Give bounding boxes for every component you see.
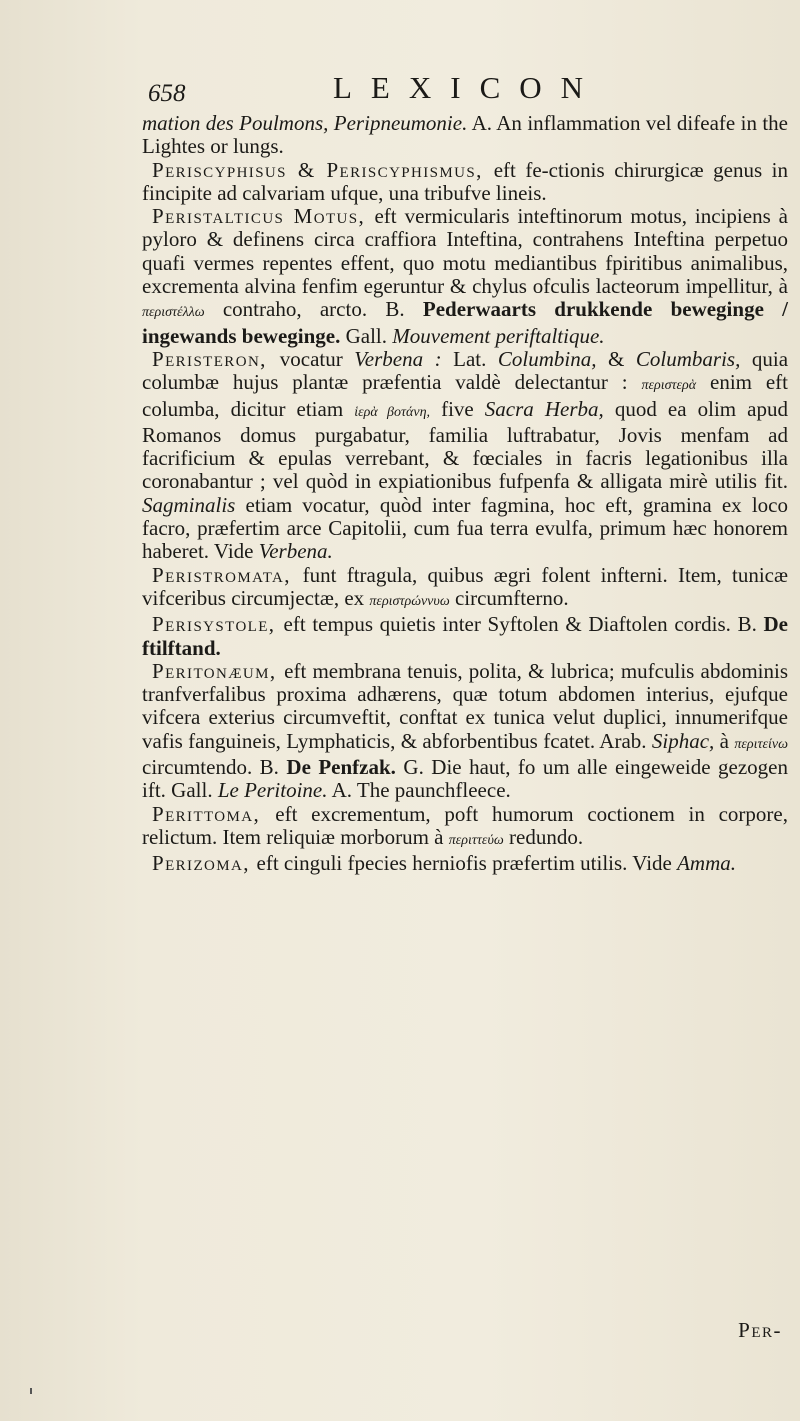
- entry-headword: Perizoma,: [152, 851, 257, 876]
- lexicon-entry: [142, 348, 788, 564]
- entry-fragment: eft cinguli fpecies herniofis præfertim utilis. Vide: [256, 851, 678, 876]
- entry-headword: Peritonæum,: [152, 658, 285, 683]
- dutch-gloss: Pederwaarts drukkende beweginge / ingewands beweginge.: [142, 297, 788, 348]
- lexicon-entry: [142, 803, 788, 853]
- cross-reference: Verbena.: [258, 539, 333, 564]
- entry-fragment: mation des Poulmons, Peripneumonie.: [142, 111, 468, 135]
- entry-fragment: funt ftragula, quibus ægri folent infterni. Item, tunicæ vifceribus circumjectæ, ex: [142, 562, 788, 610]
- french-gloss: Mouvement periftaltique.: [392, 323, 605, 348]
- entry-fragment: vocatur: [279, 346, 355, 371]
- lexicon-entry: [142, 660, 788, 803]
- entry-fragment: circumfterno.: [449, 585, 569, 610]
- entry-fragment: A. The paunchfleece.: [327, 778, 511, 803]
- lexicon-entry: [142, 205, 788, 348]
- entry-fragment: Columbaris,: [635, 346, 741, 371]
- entry-headword: Peristromata,: [152, 562, 303, 587]
- entry-fragment: Sagminalis: [142, 492, 236, 517]
- catchword: Per-: [738, 1318, 782, 1342]
- greek-word: περιστέλλω: [142, 305, 205, 321]
- entry-fragment: eft tempus quietis inter Syftolen & Diaftolen cordis. B.: [283, 612, 764, 637]
- entry-fragment: Lat.: [441, 346, 498, 371]
- lexicon-entry: [142, 613, 788, 660]
- entry-headword: Periscyphisus & Periscyphismus,: [152, 157, 494, 182]
- lexicon-body: [142, 112, 788, 876]
- lexicon-entry: [142, 564, 788, 614]
- lexicon-entry: [142, 159, 788, 206]
- entry-headword: Perisystole,: [152, 612, 284, 637]
- entry-fragment: redundo.: [503, 824, 584, 849]
- entry-fragment: &: [596, 346, 636, 371]
- entry-fragment: eft fe-ctionis chirurgicæ genus in fincipite ad calvariam ufque, una tribufve lineis.: [142, 157, 788, 205]
- entry-fragment: quia columbæ hujus plantæ præfentia valdè delectantur :: [142, 346, 789, 395]
- entry-fragment: eft excrementum, poft humorum coctionem in corpore, relictum. Item reliquiæ morborum à: [142, 801, 788, 849]
- entry-fragment: Verbena :: [354, 346, 442, 371]
- entry-fragment: contraho, arcto. B.: [204, 297, 423, 322]
- entry-headword: Peristalticus Motus,: [152, 204, 375, 229]
- lexicon-entry: [142, 852, 788, 875]
- page-number: 658: [148, 80, 186, 107]
- page-header: [138, 70, 778, 114]
- entry-fragment: Siphac,: [651, 728, 715, 753]
- entry-headword: Perittoma,: [152, 801, 276, 826]
- entry-fragment: Gall.: [340, 323, 393, 348]
- cross-reference: Amma.: [677, 851, 737, 876]
- greek-word: περιττεύω: [448, 832, 504, 848]
- entry-fragment: etiam vocatur, quòd inter fagmina, hoc eft, gramina ex loco facro, præfertim arce Capitolii, cum fua terra evulfa, primum hæc honorem haberet. Vide: [142, 492, 788, 564]
- greek-word: περιστερὰ: [641, 378, 697, 394]
- french-gloss: Le Peritoine.: [217, 778, 328, 803]
- entry-fragment: quod ea olim apud Romanos domus purgabatur, familia luftrabatur, Jovis menfam ad facrificium & epulas verrebant, & fœciales in facris legationibus illa coronabantur ; vel quòd in expiationibus fufpenfa & alligata mirè utilis fit.: [142, 396, 788, 494]
- greek-word: περιστρώννυω: [369, 593, 450, 609]
- ink-speck: [30, 1388, 32, 1394]
- entry-fragment: A. An inflammation vel difeafe in the Lightes or lungs.: [142, 111, 788, 159]
- greek-word: περιτείνω: [734, 736, 788, 752]
- entry-fragment: G. Die haut, fo um alle eingeweide gezogen ift. Gall.: [142, 755, 789, 803]
- entry-text: [142, 111, 788, 158]
- entry-fragment: eft membrana tenuis, polita, & lubrica; mufculis abdominis tranfverfalibus proxima adhærens, quæ totum abdomen interius, ejufque vifcera exterius circumveftit, conftat ex tunica velut duplici, innumerifque vafis fanguineis, Lymphaticis, & abforbentibus fcatet. Arab.: [142, 658, 788, 753]
- lexicon-entry: [142, 112, 788, 159]
- entry-fragment: Columbina,: [497, 346, 597, 371]
- entry-headword: Peristeron,: [152, 346, 280, 371]
- entry-fragment: five: [430, 396, 485, 421]
- running-title: LEXICON: [333, 70, 603, 105]
- dutch-gloss: De Penfzak.: [286, 755, 396, 780]
- greek-word: ἱερὰ βοτάνη,: [354, 404, 431, 420]
- entry-fragment: à: [714, 728, 735, 753]
- dutch-gloss: De ftilftand.: [142, 612, 788, 660]
- entry-fragment: circumtendo. B.: [142, 755, 287, 780]
- entry-fragment: eft vermicularis inteftinorum motus, incipiens à pyloro & definens circa craffiora Inteftina, contrahens Inteftina perpetuo quafi vermes repentes effent, quo motu mediantibus fpiritibus animalibus, excrementa alvina fenfim egeruntur & chylus ofculis lacteorum impellitur, à: [142, 204, 788, 299]
- entry-fragment: Sacra Herba,: [484, 396, 604, 421]
- entry-fragment: enim eft columba, dicitur etiam: [142, 370, 788, 421]
